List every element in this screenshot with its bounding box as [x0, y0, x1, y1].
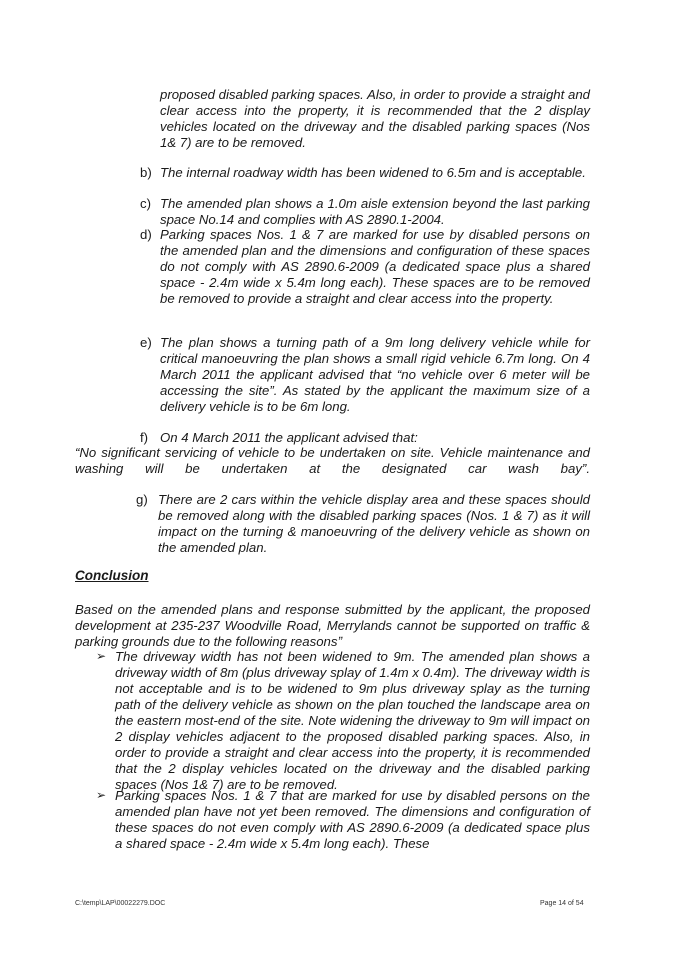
arrow-bullet-icon: ➢	[96, 649, 107, 663]
footer-file-path: C:\temp\LAP\00022279.DOC	[75, 900, 166, 907]
item-label-c: c)	[140, 196, 151, 211]
item-label-g: g)	[136, 492, 148, 507]
item-label-b: b)	[140, 165, 152, 180]
conclusion-intro: Based on the amended plans and response submitted by the applicant, the proposed development at 235-237 Woodville Road, Merrylands cannot be supported on traffic & parking grounds due to the following reasonsˮ	[75, 602, 590, 649]
conclusion-bullet: The driveway width has not been widened to 9m. The amended plan shows a driveway width of 8m (plus driveway splay of 1.4m x 0.4m). The driveway width is not acceptable and is to be widened to 9m plus driveway splay as the turning path of the delivery vehicle as shown on the plan touched the landscape area on the eastern most-end of the site. Note widening the driveway to 9m will impact on 2 display vehicles adjacent to the proposed disabled parking spaces. Also, in order to provide a straight and clear access into the property, it is recommended that the 2 display vehicles located on the driveway and the disabled parking spaces (Nos 1& 7) are to be removed.	[115, 649, 590, 792]
arrow-bullet-icon: ➢	[96, 788, 107, 802]
conclusion-bullet: Parking spaces Nos. 1 & 7 that are marked for use by disabled persons on the amended plan have not yet been removed. The dimensions and configuration of these spaces do not even comply with AS 2890.6-2009 (a dedicated space plus a shared space - 2.4m wide x 5.4m long each). These	[115, 788, 590, 851]
conclusion-heading: Conclusion	[75, 568, 149, 583]
item-text-e: The plan shows a turning path of a 9m long delivery vehicle while for critical manoeuvring the plan shows a small rigid vehicle 6.7m long. On 4 March 2011 the applicant advised that “no vehicle over 6 meter will be accessing the site”. As stated by the applicant the maximum size of a delivery vehicle is to be 6m long.	[160, 335, 590, 414]
item-label-d: d)	[140, 227, 152, 242]
item-label-f: f)	[140, 430, 149, 445]
applicant-quote: “No significant servicing of vehicle to be undertaken on site. Vehicle maintenance and washing will be undertaken at the designated car wash bay”.	[75, 445, 590, 476]
item-text-d: Parking spaces Nos. 1 & 7 are marked for use by disabled persons on the amended plan and the dimensions and configuration of these spaces do not comply with AS 2890.6-2009 (a dedicated space plus a shared space - 2.4m wide x 5.4m long each). These spaces are to be removed be removed to provide a straight and clear access into the property.	[160, 227, 590, 306]
item-text-g: There are 2 cars within the vehicle display area and these spaces should be removed along with the disabled parking spaces (Nos. 1 & 7) as it will impact on the turning & manoeuvring of the delivery vehicle as shown on the amended plan.	[158, 492, 590, 555]
item-text-f: On 4 March 2011 the applicant advised that:	[160, 430, 418, 445]
item-label-e: e)	[140, 335, 152, 350]
item-text-c: The amended plan shows a 1.0m aisle extension beyond the last parking space No.14 and complies with AS 2890.1-2004.	[160, 196, 590, 227]
intro-paragraph: proposed disabled parking spaces. Also, in order to provide a straight and clear access into the property, it is recommended that the 2 display vehicles located on the driveway and the disabled parking spaces (Nos 1& 7) are to be removed.	[160, 87, 590, 150]
footer-page-number: Page 14 of 54	[540, 900, 584, 907]
item-text-b: The internal roadway width has been widened to 6.5m and is acceptable.	[160, 165, 586, 180]
